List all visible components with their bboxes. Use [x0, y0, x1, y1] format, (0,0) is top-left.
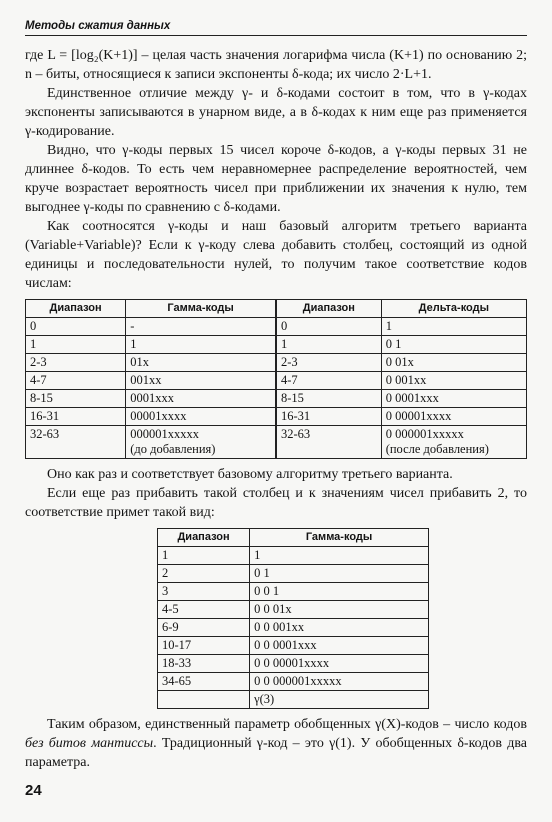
column-header: Диапазон [26, 300, 126, 318]
table-cell: 16-31 [26, 408, 126, 426]
table-cell: 18-33 [158, 655, 250, 673]
table-cell: 0001xxx [126, 390, 276, 408]
table-cell: 34-65 [158, 673, 250, 691]
table-row [26, 390, 527, 408]
paragraph-4: Как соотносятся γ-коды и наш базовый алгоритм третьего варианта (Variable+Variable)? Если к γ-коду слева добавить столбец, состоящий из одной единицы и последовательности нулей, то получим такое соответствие кодов числам: [25, 219, 527, 291]
table-cell [158, 691, 250, 709]
table-cell: 0 0 000001xxxxx [250, 673, 429, 691]
table-cell: 01x [126, 354, 276, 372]
table-row [158, 547, 429, 565]
table-cell: 2-3 [26, 354, 126, 372]
table-cell: γ(3) [250, 691, 429, 709]
body-text [25, 46, 527, 772]
table-body [158, 547, 429, 709]
table-header-row [158, 529, 429, 547]
table-row [158, 619, 429, 637]
table-row [26, 336, 527, 354]
table-cell: 1 [381, 318, 526, 336]
column-header: Диапазон [276, 300, 381, 318]
paragraph-7-start: Таким образом, единственный параметр обобщенных γ(X)-кодов – число кодов [47, 717, 527, 732]
table-cell: 0 1 [381, 336, 526, 354]
table-cell: 0 0 0001xxx [250, 637, 429, 655]
table-cell: 0 0 001xx [250, 619, 429, 637]
table-row [26, 372, 527, 390]
column-header: Диапазон [158, 529, 250, 547]
table-row [26, 426, 527, 459]
paragraph-7 [25, 715, 527, 772]
table-cell: 0 001xx [381, 372, 526, 390]
table-row [26, 354, 527, 372]
table-cell: 1 [250, 547, 429, 565]
table-cell: 4-7 [276, 372, 381, 390]
paragraph-3: Видно, что γ-коды первых 15 чисел короче δ-кодов, а γ-коды первых 31 не длиннее δ-кодов. То есть чем неравномернее распределение вероятностей, чем круче возрастает вероятность чисел при приближении их значения к нулю, тем выгоднее γ-коды по сравнению с δ-кодами. [25, 143, 527, 215]
paragraph-7-end: . Традиционный γ-код – это γ(1). У обобщенных δ-кодов два параметра. [25, 736, 527, 770]
table-cell: 4-5 [158, 601, 250, 619]
table-cell: 001xx [126, 372, 276, 390]
table-header-row [26, 300, 527, 318]
table-cell: 8-15 [276, 390, 381, 408]
table-cell: 3 [158, 583, 250, 601]
table-cell: 10-17 [158, 637, 250, 655]
running-header: Методы сжатия данных [25, 20, 527, 36]
paragraph-5: Оно как раз и соответствует базовому алгоритму третьего варианта. [47, 467, 453, 482]
table-cell: 2 [158, 565, 250, 583]
table-cell: 1 [158, 547, 250, 565]
table-cell: 32-63 [26, 426, 126, 459]
paragraph-6: Если еще раз прибавить такой столбец и к значениям чисел прибавить 2, то соответствие примет такой вид: [25, 486, 527, 520]
table-row [158, 691, 429, 709]
table-cell: 0 [26, 318, 126, 336]
column-header: Гамма-коды [126, 300, 276, 318]
column-header: Гамма-коды [250, 529, 429, 547]
table-cell: 0 000001xxxxx (после добавления) [381, 426, 526, 459]
table-cell: - [126, 318, 276, 336]
table-cell: 8-15 [26, 390, 126, 408]
table-cell: 1 [26, 336, 126, 354]
table-row [26, 318, 527, 336]
paragraph-1: где L = [log₂(K+1)] – целая часть значения логарифма числа (K+1) по основанию 2; n – биты, относящиеся к записи экспоненты δ-кода; их число 2·L+1. [25, 48, 527, 82]
table-row [158, 637, 429, 655]
table-row [158, 565, 429, 583]
table-cell: 6-9 [158, 619, 250, 637]
table-cell: 4-7 [26, 372, 126, 390]
table-cell: 2-3 [276, 354, 381, 372]
table-cell: 0 01x [381, 354, 526, 372]
table-cell: 16-31 [276, 408, 381, 426]
table-cell: 000001xxxxx (до добавления) [126, 426, 276, 459]
table-cell: 00001xxxx [126, 408, 276, 426]
table-row [158, 655, 429, 673]
table-cell: 1 [126, 336, 276, 354]
table-cell: 0 0 00001xxxx [250, 655, 429, 673]
table-cell: 0 0 01x [250, 601, 429, 619]
table-row [158, 673, 429, 691]
table-cell: 0 0001xxx [381, 390, 526, 408]
page-number: 24 [25, 782, 42, 799]
table-cell: 0 [276, 318, 381, 336]
table-body [26, 318, 527, 459]
paragraph-7-emphasis: без битов мантиссы [25, 736, 154, 751]
table-cell: 1 [276, 336, 381, 354]
paragraph-2: Единственное отличие между γ- и δ-кодами состоит в том, что в γ-кодах экспоненты записываются в унарном виде, а в δ-кодах к ним еще раз применяется γ-кодирование. [25, 86, 527, 139]
table-cell: 0 00001xxxx [381, 408, 526, 426]
table-cell: 0 0 1 [250, 583, 429, 601]
table-cell: 0 1 [250, 565, 429, 583]
gamma-delta-table [25, 299, 527, 459]
gamma-table-shifted [157, 528, 429, 709]
column-header: Дельта-коды [381, 300, 526, 318]
table-row [158, 583, 429, 601]
table-cell: 32-63 [276, 426, 381, 459]
table-row [26, 408, 527, 426]
table-row [158, 601, 429, 619]
